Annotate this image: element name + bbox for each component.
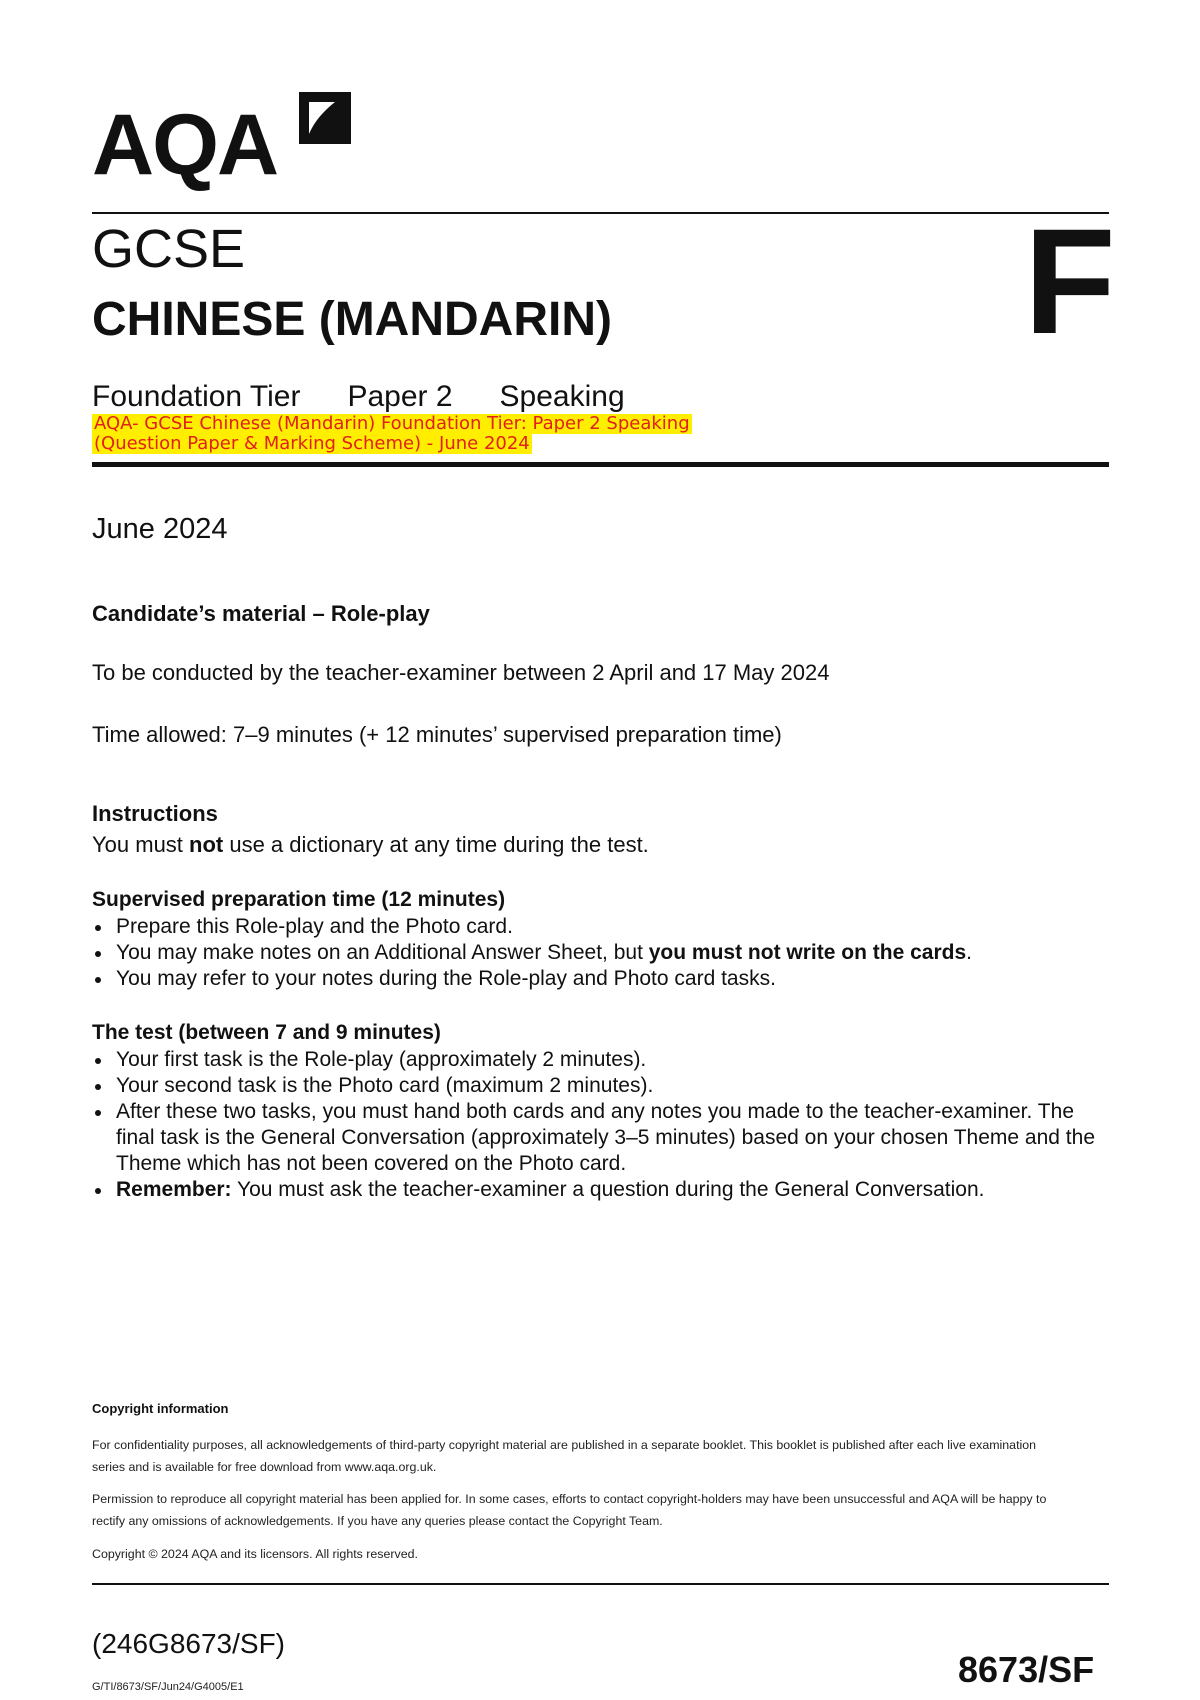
list-item: Prepare this Role-play and the Photo card. [92,914,1102,940]
test-b4-bold: Remember: [116,1178,232,1201]
header-top-rule [92,212,1109,214]
aqa-logo [92,88,362,193]
prep-b2-bold: you must not write on the cards [648,941,967,964]
aqa-logo-mark-icon [295,88,355,148]
instructions-text-bold: not [189,832,224,857]
copyright-heading: Copyright information [92,1401,229,1416]
copyright-paragraph-2: Permission to reproduce all copyright material has been applied for. In some cases, efforts to contact copyright-holders may have been unsuccessful and AQA will be happy to rectify any omissions of acknowledgements. If you have any queries please contact the Copyright Team. [92,1492,1047,1528]
instructions-line [92,834,649,856]
list-item [92,940,1102,966]
instructions-text-post: use a dictionary at any time during the test. [223,832,649,857]
copyright-paragraph-1: For confidentiality purposes, all acknowledgements of third-party copyright material are published in a separate booklet. This booklet is published after each live examination series and is available for free download from www.aqa.org.uk. [92,1438,1037,1474]
list-item: Your first task is the Role-play (approximately 2 minutes). [92,1047,1102,1073]
prep-b2-pre: You may make notes on an Additional Answer Sheet, but [116,941,649,964]
test-list [92,1047,1102,1203]
tier-letter: F [1024,197,1116,365]
instructions-heading: Instructions [92,801,218,826]
copyright-paragraph-3: Copyright © 2024 AQA and its licensors. All rights reserved. [92,1547,418,1561]
exam-date: June 2024 [92,513,228,545]
header-bottom-rule [92,462,1109,467]
component-label: Speaking [499,380,625,413]
test-heading: The test (between 7 and 9 minutes) [92,1021,441,1044]
time-allowed-text: Time allowed: 7–9 minutes (+ 12 minutes’ supervised preparation time) [92,722,782,747]
tier-label: Foundation Tier [92,380,301,413]
paper-label: Paper 2 [347,380,453,413]
candidate-material-heading: Candidate’s material – Role-play [92,601,430,626]
reference-code: G/TI/8673/SF/Jun24/G4005/E1 [92,1681,244,1693]
logo-text: AQA [92,97,278,193]
list-item: After these two tasks, you must hand both cards and any notes you made to the teacher-examiner. The final task is the General Conversation (approximately 3–5 minutes) based on your chosen Theme and the Theme which has not been covered on the Photo card. [92,1099,1102,1177]
specification-code: 8673/SF [958,1649,1095,1690]
prep-heading: Supervised preparation time (12 minutes) [92,888,506,911]
instructions-text-pre: You must [92,832,190,857]
prep-list [92,914,1102,992]
list-item: Your second task is the Photo card (maximum 2 minutes). [92,1073,1102,1099]
list-item: You may refer to your notes during the Role-play and Photo card tasks. [92,966,1102,992]
highlight-line-1: AQA- GCSE Chinese (Mandarin) Foundation Tier: Paper 2 Speaking [94,413,690,434]
paper-details-row [92,382,672,412]
conducted-text: To be conducted by the teacher-examiner between 2 April and 17 May 2024 [92,660,830,685]
list-item [92,1177,1102,1203]
highlighted-title-overlay [92,414,742,454]
footer-rule [92,1583,1109,1585]
highlight-line-2: (Question Paper & Marking Scheme) - June 2024 [94,433,530,454]
test-b4-post: You must ask the teacher-examiner a question during the General Conversation. [231,1178,985,1201]
qualification-title: GCSE [92,219,246,279]
subject-title: CHINESE (MANDARIN) [92,293,612,346]
paper-code: (246G8673/SF) [92,1628,285,1659]
prep-b2-post: . [966,941,972,964]
